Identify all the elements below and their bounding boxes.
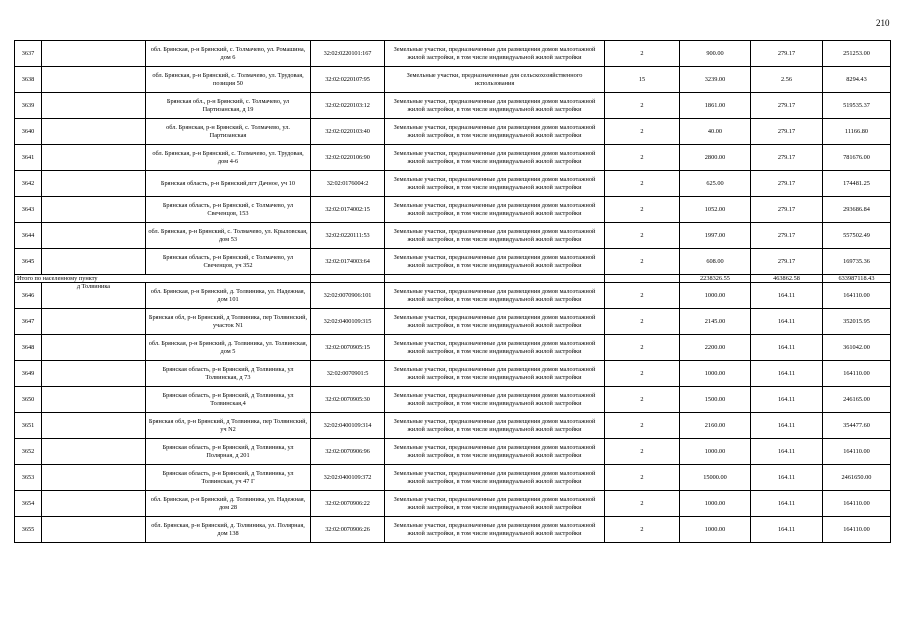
table-row bbox=[15, 223, 891, 249]
row-number: 3645 bbox=[15, 249, 42, 275]
row-category: 15 bbox=[605, 67, 680, 93]
table-row bbox=[15, 93, 891, 119]
row-rate: 164.11 bbox=[751, 361, 823, 387]
row-land-use: Земельные участки, предназначенные для сельскохозяйственного использования bbox=[385, 67, 605, 93]
row-number: 3647 bbox=[15, 309, 42, 335]
row-cost: 293686.84 bbox=[823, 197, 891, 223]
row-area: 1000.00 bbox=[680, 517, 751, 543]
row-category: 2 bbox=[605, 309, 680, 335]
row-land-use: Земельные участки, предназначенные для размещения домов малоэтажной жилой застройки, в том числе индивидуальной жилой застройки bbox=[385, 387, 605, 413]
row-land-use: Земельные участки, предназначенные для размещения домов малоэтажной жилой застройки, в том числе индивидуальной жилой застройки bbox=[385, 171, 605, 197]
row-address: Брянская обл., р-н Брянский, с. Толмачево, ул Партизанская, д 19 bbox=[146, 93, 311, 119]
row-rate: 164.11 bbox=[751, 413, 823, 439]
locality-header: д Толвиника bbox=[42, 283, 146, 309]
row-address: Брянская область, р-н Брянский, с Толмачево, ул Свеченцов, 153 bbox=[146, 197, 311, 223]
row-rate: 164.11 bbox=[751, 283, 823, 309]
row-rate: 164.11 bbox=[751, 439, 823, 465]
table-row bbox=[15, 171, 891, 197]
row-rate: 279.17 bbox=[751, 197, 823, 223]
row-category: 2 bbox=[605, 465, 680, 491]
row-number: 3648 bbox=[15, 335, 42, 361]
row-category: 2 bbox=[605, 387, 680, 413]
table-body-section-a bbox=[15, 41, 891, 275]
row-address: Брянская область, р-н Брянский,пгт Дачное, уч 10 bbox=[146, 171, 311, 197]
row-land-use: Земельные участки, предназначенные для размещения домов малоэтажной жилой застройки, в том числе индивидуальной жилой застройки bbox=[385, 517, 605, 543]
table-row bbox=[15, 309, 891, 335]
row-area: 1000.00 bbox=[680, 361, 751, 387]
blank-cell bbox=[42, 249, 146, 275]
row-number: 3654 bbox=[15, 491, 42, 517]
row-cost: 781676.00 bbox=[823, 145, 891, 171]
row-land-use: Земельные участки, предназначенные для размещения домов малоэтажной жилой застройки, в том числе индивидуальной жилой застройки bbox=[385, 93, 605, 119]
row-area: 2160.00 bbox=[680, 413, 751, 439]
row-number: 3650 bbox=[15, 387, 42, 413]
row-address: обл. Брянская, р-н Брянский, с. Толмачево, ул. Ромашина, дом 6 bbox=[146, 41, 311, 67]
row-area: 625.00 bbox=[680, 171, 751, 197]
table-row bbox=[15, 465, 891, 491]
row-area: 1052.00 bbox=[680, 197, 751, 223]
table-row bbox=[15, 249, 891, 275]
blank-cell bbox=[42, 171, 146, 197]
subtotal-rate: 463862.58 bbox=[751, 275, 823, 283]
row-cadastral-number: 32:02:0220103:40 bbox=[311, 119, 385, 145]
row-land-use: Земельные участки, предназначенные для размещения домов малоэтажной жилой застройки, в том числе индивидуальной жилой застройки bbox=[385, 335, 605, 361]
row-cadastral-number: 32:02:0070906:26 bbox=[311, 517, 385, 543]
row-cost: 164110.00 bbox=[823, 361, 891, 387]
row-number: 3641 bbox=[15, 145, 42, 171]
row-address: Брянская область, р-н Брянский, д Толвиника, ул Толвинская,4 bbox=[146, 387, 311, 413]
row-cadastral-number: 32:02:0400109:314 bbox=[311, 413, 385, 439]
table-row bbox=[15, 335, 891, 361]
row-address: обл. Брянская, р-н Брянский, с. Толмачево, ул. Трудовая, дом 4-6 bbox=[146, 145, 311, 171]
row-cost: 519535.37 bbox=[823, 93, 891, 119]
row-cadastral-number: 32:02:0070905:15 bbox=[311, 335, 385, 361]
row-number: 3638 bbox=[15, 67, 42, 93]
subtotal-blank-cell bbox=[385, 275, 605, 283]
row-address: Брянская обл, р-н Брянский, д Толвиника, пер Толвинский, уч N2 bbox=[146, 413, 311, 439]
row-address: Брянская область, р-н Брянский, д Толвиника, ул Толвинская, д 73 bbox=[146, 361, 311, 387]
row-area: 1000.00 bbox=[680, 439, 751, 465]
row-cadastral-number: 32:02:0220106:90 bbox=[311, 145, 385, 171]
row-rate: 279.17 bbox=[751, 223, 823, 249]
row-cadastral-number: 32:02:0070905:30 bbox=[311, 387, 385, 413]
blank-cell bbox=[42, 119, 146, 145]
row-category: 2 bbox=[605, 93, 680, 119]
row-area: 15000.00 bbox=[680, 465, 751, 491]
row-category: 2 bbox=[605, 197, 680, 223]
row-category: 2 bbox=[605, 249, 680, 275]
row-address: обл. Брянская, р-н Брянский, с. Толмачево, ул. Партизанская bbox=[146, 119, 311, 145]
row-cadastral-number: 32:02:0220101:167 bbox=[311, 41, 385, 67]
row-cadastral-number: 32:02:0220107:95 bbox=[311, 67, 385, 93]
subtotal-cost: 633987118.43 bbox=[823, 275, 891, 283]
row-cadastral-number: 32:02:0174002:15 bbox=[311, 197, 385, 223]
subtotal-label: Итого по населенному пункту bbox=[15, 275, 311, 283]
row-category: 2 bbox=[605, 41, 680, 67]
row-area: 1000.00 bbox=[680, 283, 751, 309]
row-rate: 164.11 bbox=[751, 517, 823, 543]
row-cost: 251253.00 bbox=[823, 41, 891, 67]
row-land-use: Земельные участки, предназначенные для размещения домов малоэтажной жилой застройки, в том числе индивидуальной жилой застройки bbox=[385, 249, 605, 275]
subtotal-area: 2238326.55 bbox=[680, 275, 751, 283]
row-cadastral-number: 32:02:0070906:22 bbox=[311, 491, 385, 517]
row-rate: 279.17 bbox=[751, 119, 823, 145]
row-address: Брянская обл, р-н Брянский, д Толвиника, пер Толвинский, участок N1 bbox=[146, 309, 311, 335]
row-rate: 279.17 bbox=[751, 93, 823, 119]
row-land-use: Земельные участки, предназначенные для размещения домов малоэтажной жилой застройки, в том числе индивидуальной жилой застройки bbox=[385, 413, 605, 439]
row-number: 3640 bbox=[15, 119, 42, 145]
row-address: Брянская область, р-н Брянский, с Толмачево, ул Свеченцов, уч 352 bbox=[146, 249, 311, 275]
row-cost: 164110.00 bbox=[823, 439, 891, 465]
blank-cell bbox=[42, 387, 146, 413]
row-land-use: Земельные участки, предназначенные для размещения домов малоэтажной жилой застройки, в том числе индивидуальной жилой застройки bbox=[385, 283, 605, 309]
row-area: 2145.00 bbox=[680, 309, 751, 335]
row-address: Брянская область, р-н Брянский, д Толвиника, ул Толвинская, уч 47 Г bbox=[146, 465, 311, 491]
subtotal-row bbox=[15, 275, 891, 283]
table-row bbox=[15, 41, 891, 67]
row-rate: 279.17 bbox=[751, 41, 823, 67]
row-number: 3644 bbox=[15, 223, 42, 249]
row-number: 3639 bbox=[15, 93, 42, 119]
row-area: 2200.00 bbox=[680, 335, 751, 361]
row-land-use: Земельные участки, предназначенные для размещения домов малоэтажной жилой застройки, в том числе индивидуальной жилой застройки bbox=[385, 439, 605, 465]
row-area: 40.00 bbox=[680, 119, 751, 145]
row-address: обл. Брянская, р-н Брянский, д. Толвиника, ул. Надежная, дом 101 bbox=[146, 283, 311, 309]
row-rate: 2.56 bbox=[751, 67, 823, 93]
row-category: 2 bbox=[605, 223, 680, 249]
row-category: 2 bbox=[605, 145, 680, 171]
row-rate: 164.11 bbox=[751, 387, 823, 413]
blank-cell bbox=[42, 335, 146, 361]
row-area: 3239.00 bbox=[680, 67, 751, 93]
row-land-use: Земельные участки, предназначенные для размещения домов малоэтажной жилой застройки, в том числе индивидуальной жилой застройки bbox=[385, 309, 605, 335]
page-number: 210 bbox=[876, 18, 890, 28]
subtotal-blank-cell bbox=[605, 275, 680, 283]
row-number: 3655 bbox=[15, 517, 42, 543]
blank-cell bbox=[42, 223, 146, 249]
row-number: 3653 bbox=[15, 465, 42, 491]
row-rate: 279.17 bbox=[751, 145, 823, 171]
row-area: 2800.00 bbox=[680, 145, 751, 171]
row-area: 1997.00 bbox=[680, 223, 751, 249]
row-number: 3649 bbox=[15, 361, 42, 387]
row-category: 2 bbox=[605, 119, 680, 145]
row-category: 2 bbox=[605, 517, 680, 543]
row-number: 3642 bbox=[15, 171, 42, 197]
row-cadastral-number: 32:02:0400109:372 bbox=[311, 465, 385, 491]
table-row bbox=[15, 491, 891, 517]
table-row bbox=[15, 283, 891, 309]
blank-cell bbox=[42, 413, 146, 439]
row-rate: 164.11 bbox=[751, 491, 823, 517]
row-cadastral-number: 32:02:0070906:96 bbox=[311, 439, 385, 465]
row-land-use: Земельные участки, предназначенные для размещения домов малоэтажной жилой застройки, в том числе индивидуальной жилой застройки bbox=[385, 223, 605, 249]
row-cost: 352015.95 bbox=[823, 309, 891, 335]
row-address: обл. Брянская, р-н Брянский, д. Толвиника, ул. Надежная, дом 28 bbox=[146, 491, 311, 517]
row-land-use: Земельные участки, предназначенные для размещения домов малоэтажной жилой застройки, в том числе индивидуальной жилой застройки bbox=[385, 465, 605, 491]
row-rate: 164.11 bbox=[751, 465, 823, 491]
row-cost: 361042.00 bbox=[823, 335, 891, 361]
table-row bbox=[15, 517, 891, 543]
row-cadastral-number: 32:02:0176004:2 bbox=[311, 171, 385, 197]
row-category: 2 bbox=[605, 413, 680, 439]
row-address: обл. Брянская, р-н Брянский, с. Толмачево, ул. Крыловская, дом 53 bbox=[146, 223, 311, 249]
row-rate: 279.17 bbox=[751, 249, 823, 275]
row-category: 2 bbox=[605, 335, 680, 361]
row-cadastral-number: 32:02:0070901:5 bbox=[311, 361, 385, 387]
row-cadastral-number: 32:02:0220103:12 bbox=[311, 93, 385, 119]
row-address: обл. Брянская, р-н Брянский, с. Толмачево, ул. Трудовая, позиция 50 bbox=[146, 67, 311, 93]
table-row bbox=[15, 387, 891, 413]
row-land-use: Земельные участки, предназначенные для размещения домов малоэтажной жилой застройки, в том числе индивидуальной жилой застройки bbox=[385, 361, 605, 387]
row-cost: 164110.00 bbox=[823, 491, 891, 517]
row-rate: 279.17 bbox=[751, 171, 823, 197]
table-row bbox=[15, 119, 891, 145]
blank-cell bbox=[42, 517, 146, 543]
row-area: 1861.00 bbox=[680, 93, 751, 119]
row-cost: 246165.00 bbox=[823, 387, 891, 413]
table-row bbox=[15, 145, 891, 171]
blank-cell bbox=[42, 93, 146, 119]
row-category: 2 bbox=[605, 491, 680, 517]
row-cadastral-number: 32:02:0070906:101 bbox=[311, 283, 385, 309]
table-body-section-b bbox=[15, 283, 891, 543]
subtotal-section bbox=[15, 275, 891, 283]
row-cadastral-number: 32:02:0400109:315 bbox=[311, 309, 385, 335]
row-cost: 557502.49 bbox=[823, 223, 891, 249]
row-category: 2 bbox=[605, 439, 680, 465]
table-row bbox=[15, 361, 891, 387]
table-row bbox=[15, 439, 891, 465]
row-rate: 164.11 bbox=[751, 309, 823, 335]
row-land-use: Земельные участки, предназначенные для размещения домов малоэтажной жилой застройки, в том числе индивидуальной жилой застройки bbox=[385, 119, 605, 145]
row-cadastral-number: 32:02:0174003:64 bbox=[311, 249, 385, 275]
row-number: 3643 bbox=[15, 197, 42, 223]
row-number: 3637 bbox=[15, 41, 42, 67]
row-cost: 164110.00 bbox=[823, 283, 891, 309]
row-cost: 164110.00 bbox=[823, 517, 891, 543]
blank-cell bbox=[42, 145, 146, 171]
row-address: обл. Брянская, р-н Брянский, д. Толвиника, ул. Толвинская, дом 5 bbox=[146, 335, 311, 361]
row-area: 900.00 bbox=[680, 41, 751, 67]
row-number: 3646 bbox=[15, 283, 42, 309]
blank-cell bbox=[42, 197, 146, 223]
row-land-use: Земельные участки, предназначенные для размещения домов малоэтажной жилой застройки, в том числе индивидуальной жилой застройки bbox=[385, 491, 605, 517]
row-cost: 2461650.00 bbox=[823, 465, 891, 491]
table-row bbox=[15, 67, 891, 93]
row-area: 608.00 bbox=[680, 249, 751, 275]
subtotal-blank-cell bbox=[311, 275, 385, 283]
row-category: 2 bbox=[605, 361, 680, 387]
row-category: 2 bbox=[605, 283, 680, 309]
blank-cell bbox=[42, 439, 146, 465]
row-land-use: Земельные участки, предназначенные для размещения домов малоэтажной жилой застройки, в том числе индивидуальной жилой застройки bbox=[385, 197, 605, 223]
row-cost: 354477.60 bbox=[823, 413, 891, 439]
row-category: 2 bbox=[605, 171, 680, 197]
blank-cell bbox=[42, 465, 146, 491]
cadastral-value-table bbox=[14, 40, 891, 543]
row-cost: 11166.80 bbox=[823, 119, 891, 145]
row-land-use: Земельные участки, предназначенные для размещения домов малоэтажной жилой застройки, в том числе индивидуальной жилой застройки bbox=[385, 145, 605, 171]
table-row bbox=[15, 197, 891, 223]
row-land-use: Земельные участки, предназначенные для размещения домов малоэтажной жилой застройки, в том числе индивидуальной жилой застройки bbox=[385, 41, 605, 67]
blank-cell bbox=[42, 309, 146, 335]
row-address: Брянская область, р-н Брянский, д Толвиника, ул Полярная, д 201 bbox=[146, 439, 311, 465]
row-cost: 8294.43 bbox=[823, 67, 891, 93]
row-rate: 164.11 bbox=[751, 335, 823, 361]
row-cadastral-number: 32:02:0220111:53 bbox=[311, 223, 385, 249]
blank-cell bbox=[42, 67, 146, 93]
row-area: 1500.00 bbox=[680, 387, 751, 413]
row-cost: 169735.36 bbox=[823, 249, 891, 275]
row-address: обл. Брянская, р-н Брянский, д. Толвиника, ул. Полярная, дом 138 bbox=[146, 517, 311, 543]
row-number: 3652 bbox=[15, 439, 42, 465]
table-row bbox=[15, 413, 891, 439]
blank-cell bbox=[42, 361, 146, 387]
blank-cell bbox=[42, 491, 146, 517]
row-cost: 174481.25 bbox=[823, 171, 891, 197]
row-number: 3651 bbox=[15, 413, 42, 439]
blank-cell bbox=[42, 41, 146, 67]
row-area: 1000.00 bbox=[680, 491, 751, 517]
